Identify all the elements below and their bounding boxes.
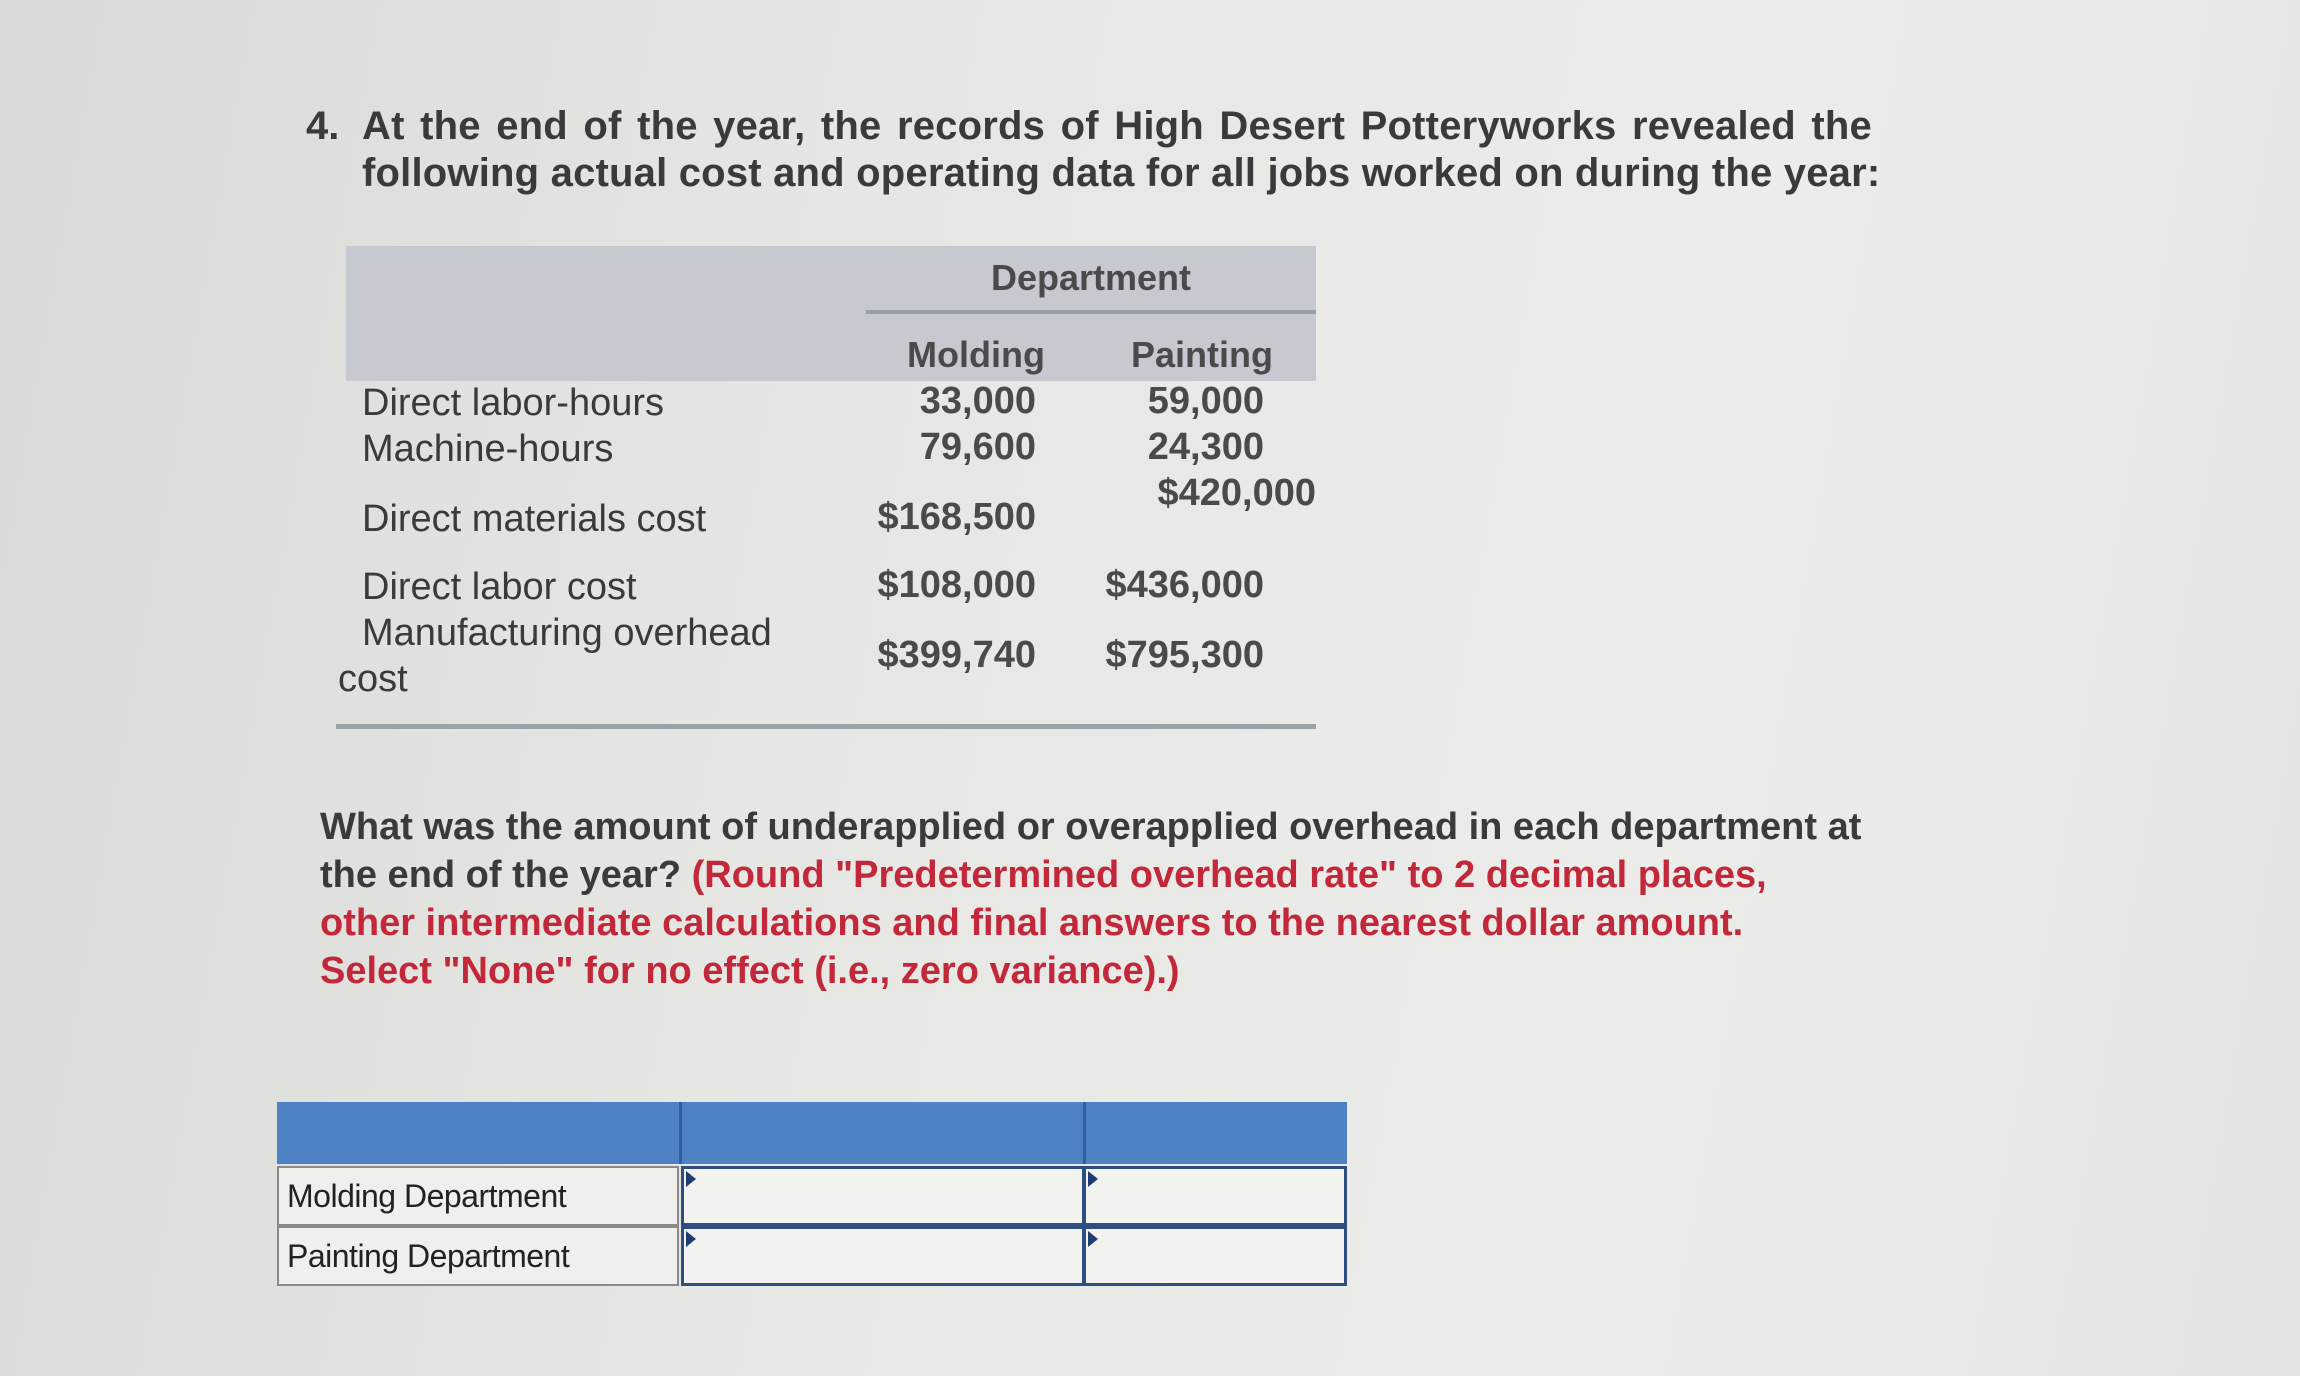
answer-row-molding: [277, 1166, 1347, 1226]
cell-painting-manufacturing-overhead: $795,300: [1105, 634, 1264, 676]
cell-painting-direct-labor-hours: 59,000: [1147, 380, 1264, 422]
question-text-line-1: At the end of the year, the records of High Desert Potteryworks revealed the: [362, 104, 1872, 148]
cell-painting-machine-hours: 24,300: [1147, 426, 1264, 468]
dropdown-marker-icon: [686, 1171, 696, 1187]
dropdown-marker-icon: [686, 1231, 696, 1247]
table-bottom-rule: [336, 724, 1316, 729]
answer-row-label-molding: Molding Department: [277, 1166, 679, 1226]
prompt-line-4: Select "None" for no effect (i.e., zero variance).): [320, 950, 1180, 992]
row-label-manufacturing-overhead-cont: cost: [338, 658, 408, 700]
rounding-instruction: (Round "Predetermined overhead rate" to 2 decimal places,: [691, 854, 1767, 896]
dropdown-marker-icon: [1088, 1171, 1098, 1187]
prompt-line-3: other intermediate calculations and final answers to the nearest dollar amount.: [320, 902, 1744, 944]
cell-painting-direct-labor-cost: $436,000: [1105, 564, 1264, 606]
answer-row-label-painting: Painting Department: [277, 1226, 679, 1286]
prompt-line-2: [320, 854, 1767, 897]
question-text-line-2: following actual cost and operating data for all jobs worked on during the year:: [362, 151, 1881, 195]
row-label-manufacturing-overhead: Manufacturing overhead: [362, 612, 772, 654]
answer-grid: [277, 1102, 1347, 1288]
cell-molding-direct-labor-hours: 33,000: [919, 380, 1036, 422]
row-label-direct-materials-cost: Direct materials cost: [362, 498, 707, 540]
header-divider: [1083, 1102, 1086, 1164]
answer-row-painting: [277, 1226, 1347, 1286]
prompt-line-1: What was the amount of underapplied or overapplied overhead in each department at: [320, 806, 1862, 848]
header-divider: [679, 1102, 682, 1164]
painting-amount-input[interactable]: [681, 1226, 1085, 1286]
molding-amount-input[interactable]: [681, 1166, 1085, 1226]
cell-painting-direct-materials-cost: $420,000: [1157, 472, 1316, 514]
row-label-machine-hours: Machine-hours: [362, 428, 614, 470]
cell-molding-manufacturing-overhead: $399,740: [877, 634, 1036, 676]
column-header-painting: Painting: [1131, 334, 1273, 375]
prompt-line-2-text: the end of the year?: [320, 854, 692, 896]
cell-molding-machine-hours: 79,600: [919, 426, 1036, 468]
molding-effect-select[interactable]: [1083, 1166, 1347, 1226]
department-header-rule: [866, 310, 1316, 314]
answer-grid-header: [277, 1102, 1347, 1164]
question-number: 4.: [306, 104, 340, 148]
cell-molding-direct-materials-cost: $168,500: [877, 496, 1036, 538]
painting-effect-select[interactable]: [1083, 1226, 1347, 1286]
dropdown-marker-icon: [1088, 1231, 1098, 1247]
row-label-direct-labor-hours: Direct labor-hours: [362, 382, 664, 424]
department-header: Department: [990, 257, 1192, 298]
cell-molding-direct-labor-cost: $108,000: [877, 564, 1036, 606]
column-header-molding: Molding: [907, 334, 1045, 375]
row-label-direct-labor-cost: Direct labor cost: [362, 566, 637, 608]
